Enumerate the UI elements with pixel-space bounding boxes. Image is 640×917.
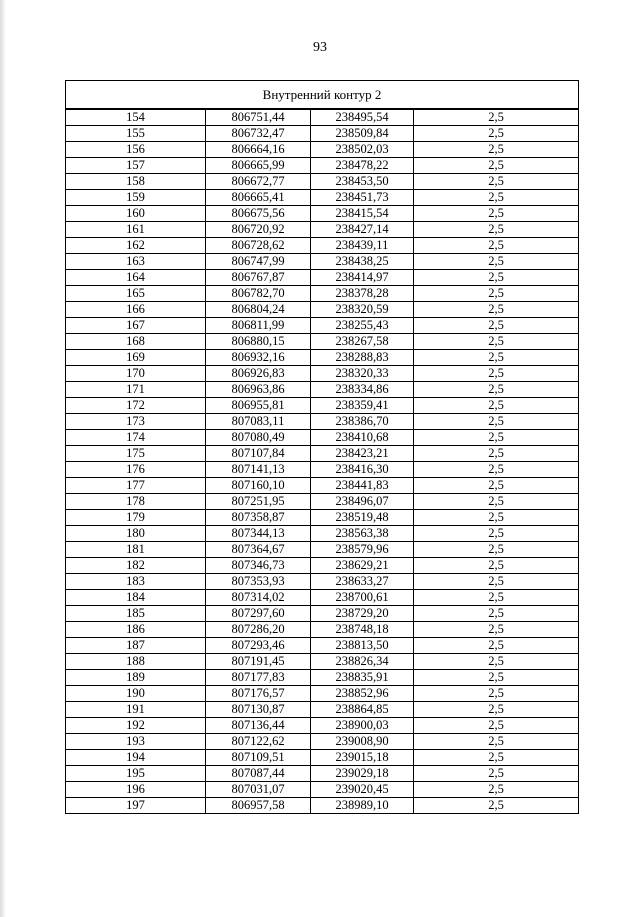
x-coordinate-cell: 807160,10 <box>206 478 311 494</box>
table-row <box>66 174 579 190</box>
table-row <box>66 558 579 574</box>
x-coordinate-cell: 807286,20 <box>206 622 311 638</box>
accuracy-cell: 2,5 <box>414 558 579 574</box>
point-number-cell: 159 <box>66 190 206 206</box>
point-number-cell: 176 <box>66 462 206 478</box>
y-coordinate-cell: 238478,22 <box>311 158 414 174</box>
table-row <box>66 654 579 670</box>
table-row <box>66 158 579 174</box>
accuracy-cell: 2,5 <box>414 334 579 350</box>
table-row <box>66 686 579 702</box>
point-number-cell: 188 <box>66 654 206 670</box>
table-body <box>66 109 579 814</box>
coordinates-table-container <box>65 80 578 814</box>
y-coordinate-cell: 238748,18 <box>311 622 414 638</box>
point-number-cell: 179 <box>66 510 206 526</box>
accuracy-cell: 2,5 <box>414 734 579 750</box>
table-row <box>66 126 579 142</box>
point-number-cell: 167 <box>66 318 206 334</box>
accuracy-cell: 2,5 <box>414 382 579 398</box>
table-row <box>66 270 579 286</box>
accuracy-cell: 2,5 <box>414 318 579 334</box>
point-number-cell: 184 <box>66 590 206 606</box>
x-coordinate-cell: 807251,95 <box>206 494 311 510</box>
y-coordinate-cell: 238386,70 <box>311 414 414 430</box>
x-coordinate-cell: 806665,99 <box>206 158 311 174</box>
point-number-cell: 186 <box>66 622 206 638</box>
scan-edge <box>0 0 6 917</box>
y-coordinate-cell: 238423,21 <box>311 446 414 462</box>
accuracy-cell: 2,5 <box>414 350 579 366</box>
x-coordinate-cell: 806732,47 <box>206 126 311 142</box>
accuracy-cell: 2,5 <box>414 654 579 670</box>
x-coordinate-cell: 807358,87 <box>206 510 311 526</box>
table-row <box>66 222 579 238</box>
y-coordinate-cell: 239029,18 <box>311 766 414 782</box>
table-row <box>66 670 579 686</box>
accuracy-cell: 2,5 <box>414 398 579 414</box>
x-coordinate-cell: 807107,84 <box>206 446 311 462</box>
y-coordinate-cell: 238359,41 <box>311 398 414 414</box>
y-coordinate-cell: 238320,59 <box>311 302 414 318</box>
point-number-cell: 158 <box>66 174 206 190</box>
point-number-cell: 181 <box>66 542 206 558</box>
table-row <box>66 238 579 254</box>
accuracy-cell: 2,5 <box>414 574 579 590</box>
point-number-cell: 161 <box>66 222 206 238</box>
accuracy-cell: 2,5 <box>414 286 579 302</box>
accuracy-cell: 2,5 <box>414 670 579 686</box>
point-number-cell: 175 <box>66 446 206 462</box>
table-row <box>66 590 579 606</box>
point-number-cell: 190 <box>66 686 206 702</box>
y-coordinate-cell: 238519,48 <box>311 510 414 526</box>
table-row <box>66 302 579 318</box>
accuracy-cell: 2,5 <box>414 206 579 222</box>
x-coordinate-cell: 807346,73 <box>206 558 311 574</box>
point-number-cell: 156 <box>66 142 206 158</box>
point-number-cell: 169 <box>66 350 206 366</box>
x-coordinate-cell: 807297,60 <box>206 606 311 622</box>
y-coordinate-cell: 239008,90 <box>311 734 414 750</box>
table-row <box>66 766 579 782</box>
point-number-cell: 187 <box>66 638 206 654</box>
x-coordinate-cell: 807191,45 <box>206 654 311 670</box>
point-number-cell: 183 <box>66 574 206 590</box>
accuracy-cell: 2,5 <box>414 254 579 270</box>
table-row <box>66 318 579 334</box>
x-coordinate-cell: 807136,44 <box>206 718 311 734</box>
x-coordinate-cell: 807087,44 <box>206 766 311 782</box>
y-coordinate-cell: 238414,97 <box>311 270 414 286</box>
x-coordinate-cell: 806963,86 <box>206 382 311 398</box>
accuracy-cell: 2,5 <box>414 238 579 254</box>
x-coordinate-cell: 807344,13 <box>206 526 311 542</box>
table-row <box>66 142 579 158</box>
point-number-cell: 174 <box>66 430 206 446</box>
point-number-cell: 192 <box>66 718 206 734</box>
y-coordinate-cell: 239015,18 <box>311 750 414 766</box>
y-coordinate-cell: 238900,03 <box>311 718 414 734</box>
table-row <box>66 398 579 414</box>
accuracy-cell: 2,5 <box>414 798 579 814</box>
x-coordinate-cell: 806672,77 <box>206 174 311 190</box>
y-coordinate-cell: 238495,54 <box>311 109 414 126</box>
table-title: Внутренний контур 2 <box>66 81 579 110</box>
x-coordinate-cell: 806811,99 <box>206 318 311 334</box>
y-coordinate-cell: 238427,14 <box>311 222 414 238</box>
point-number-cell: 195 <box>66 766 206 782</box>
y-coordinate-cell: 238989,10 <box>311 798 414 814</box>
table-row <box>66 606 579 622</box>
accuracy-cell: 2,5 <box>414 702 579 718</box>
x-coordinate-cell: 807364,67 <box>206 542 311 558</box>
table-row <box>66 494 579 510</box>
x-coordinate-cell: 806751,44 <box>206 109 311 126</box>
point-number-cell: 185 <box>66 606 206 622</box>
y-coordinate-cell: 238267,58 <box>311 334 414 350</box>
coordinates-table <box>65 80 579 814</box>
y-coordinate-cell: 238288,83 <box>311 350 414 366</box>
y-coordinate-cell: 238633,27 <box>311 574 414 590</box>
table-row <box>66 254 579 270</box>
accuracy-cell: 2,5 <box>414 270 579 286</box>
y-coordinate-cell: 238410,68 <box>311 430 414 446</box>
x-coordinate-cell: 806957,58 <box>206 798 311 814</box>
accuracy-cell: 2,5 <box>414 622 579 638</box>
table-row <box>66 638 579 654</box>
x-coordinate-cell: 806932,16 <box>206 350 311 366</box>
accuracy-cell: 2,5 <box>414 190 579 206</box>
y-coordinate-cell: 238255,43 <box>311 318 414 334</box>
y-coordinate-cell: 238579,96 <box>311 542 414 558</box>
x-coordinate-cell: 807083,11 <box>206 414 311 430</box>
x-coordinate-cell: 806804,24 <box>206 302 311 318</box>
table-row <box>66 782 579 798</box>
y-coordinate-cell: 239020,45 <box>311 782 414 798</box>
y-coordinate-cell: 238509,84 <box>311 126 414 142</box>
x-coordinate-cell: 806955,81 <box>206 398 311 414</box>
x-coordinate-cell: 807109,51 <box>206 750 311 766</box>
table-row <box>66 430 579 446</box>
x-coordinate-cell: 806926,83 <box>206 366 311 382</box>
point-number-cell: 155 <box>66 126 206 142</box>
table-row <box>66 478 579 494</box>
accuracy-cell: 2,5 <box>414 366 579 382</box>
y-coordinate-cell: 238835,91 <box>311 670 414 686</box>
table-row <box>66 702 579 718</box>
table-row <box>66 750 579 766</box>
accuracy-cell: 2,5 <box>414 718 579 734</box>
point-number-cell: 165 <box>66 286 206 302</box>
y-coordinate-cell: 238378,28 <box>311 286 414 302</box>
x-coordinate-cell: 807176,57 <box>206 686 311 702</box>
point-number-cell: 194 <box>66 750 206 766</box>
accuracy-cell: 2,5 <box>414 542 579 558</box>
point-number-cell: 172 <box>66 398 206 414</box>
y-coordinate-cell: 238416,30 <box>311 462 414 478</box>
table-row <box>66 206 579 222</box>
table-row <box>66 109 579 126</box>
table-row <box>66 542 579 558</box>
accuracy-cell: 2,5 <box>414 414 579 430</box>
table-row <box>66 622 579 638</box>
point-number-cell: 182 <box>66 558 206 574</box>
point-number-cell: 154 <box>66 109 206 126</box>
table-row <box>66 334 579 350</box>
y-coordinate-cell: 238439,11 <box>311 238 414 254</box>
y-coordinate-cell: 238496,07 <box>311 494 414 510</box>
accuracy-cell: 2,5 <box>414 158 579 174</box>
point-number-cell: 173 <box>66 414 206 430</box>
y-coordinate-cell: 238700,61 <box>311 590 414 606</box>
accuracy-cell: 2,5 <box>414 222 579 238</box>
accuracy-cell: 2,5 <box>414 606 579 622</box>
table-row <box>66 446 579 462</box>
y-coordinate-cell: 238441,83 <box>311 478 414 494</box>
y-coordinate-cell: 238813,50 <box>311 638 414 654</box>
x-coordinate-cell: 807353,93 <box>206 574 311 590</box>
accuracy-cell: 2,5 <box>414 590 579 606</box>
table-row <box>66 798 579 814</box>
accuracy-cell: 2,5 <box>414 494 579 510</box>
y-coordinate-cell: 238864,85 <box>311 702 414 718</box>
y-coordinate-cell: 238334,86 <box>311 382 414 398</box>
accuracy-cell: 2,5 <box>414 686 579 702</box>
table-row <box>66 510 579 526</box>
table-row <box>66 414 579 430</box>
accuracy-cell: 2,5 <box>414 782 579 798</box>
x-coordinate-cell: 807130,87 <box>206 702 311 718</box>
point-number-cell: 164 <box>66 270 206 286</box>
point-number-cell: 160 <box>66 206 206 222</box>
accuracy-cell: 2,5 <box>414 526 579 542</box>
point-number-cell: 177 <box>66 478 206 494</box>
table-row <box>66 718 579 734</box>
accuracy-cell: 2,5 <box>414 126 579 142</box>
point-number-cell: 193 <box>66 734 206 750</box>
point-number-cell: 170 <box>66 366 206 382</box>
point-number-cell: 196 <box>66 782 206 798</box>
accuracy-cell: 2,5 <box>414 174 579 190</box>
table-row <box>66 382 579 398</box>
y-coordinate-cell: 238563,38 <box>311 526 414 542</box>
point-number-cell: 163 <box>66 254 206 270</box>
point-number-cell: 162 <box>66 238 206 254</box>
y-coordinate-cell: 238415,54 <box>311 206 414 222</box>
x-coordinate-cell: 807031,07 <box>206 782 311 798</box>
x-coordinate-cell: 807314,02 <box>206 590 311 606</box>
y-coordinate-cell: 238451,73 <box>311 190 414 206</box>
accuracy-cell: 2,5 <box>414 510 579 526</box>
x-coordinate-cell: 807293,46 <box>206 638 311 654</box>
x-coordinate-cell: 807080,49 <box>206 430 311 446</box>
table-row <box>66 734 579 750</box>
table-row <box>66 350 579 366</box>
x-coordinate-cell: 807177,83 <box>206 670 311 686</box>
table-row <box>66 366 579 382</box>
point-number-cell: 171 <box>66 382 206 398</box>
accuracy-cell: 2,5 <box>414 766 579 782</box>
table-row <box>66 574 579 590</box>
table-row <box>66 526 579 542</box>
x-coordinate-cell: 806675,56 <box>206 206 311 222</box>
x-coordinate-cell: 807122,62 <box>206 734 311 750</box>
point-number-cell: 157 <box>66 158 206 174</box>
accuracy-cell: 2,5 <box>414 638 579 654</box>
point-number-cell: 168 <box>66 334 206 350</box>
x-coordinate-cell: 806747,99 <box>206 254 311 270</box>
x-coordinate-cell: 807141,13 <box>206 462 311 478</box>
y-coordinate-cell: 238438,25 <box>311 254 414 270</box>
x-coordinate-cell: 806880,15 <box>206 334 311 350</box>
accuracy-cell: 2,5 <box>414 446 579 462</box>
x-coordinate-cell: 806767,87 <box>206 270 311 286</box>
x-coordinate-cell: 806782,70 <box>206 286 311 302</box>
table-header-row <box>66 81 579 110</box>
y-coordinate-cell: 238320,33 <box>311 366 414 382</box>
accuracy-cell: 2,5 <box>414 302 579 318</box>
table-row <box>66 286 579 302</box>
point-number-cell: 189 <box>66 670 206 686</box>
table-row <box>66 462 579 478</box>
accuracy-cell: 2,5 <box>414 109 579 126</box>
accuracy-cell: 2,5 <box>414 142 579 158</box>
accuracy-cell: 2,5 <box>414 430 579 446</box>
point-number-cell: 197 <box>66 798 206 814</box>
accuracy-cell: 2,5 <box>414 478 579 494</box>
x-coordinate-cell: 806664,16 <box>206 142 311 158</box>
x-coordinate-cell: 806720,92 <box>206 222 311 238</box>
accuracy-cell: 2,5 <box>414 750 579 766</box>
x-coordinate-cell: 806665,41 <box>206 190 311 206</box>
y-coordinate-cell: 238629,21 <box>311 558 414 574</box>
point-number-cell: 178 <box>66 494 206 510</box>
point-number-cell: 191 <box>66 702 206 718</box>
accuracy-cell: 2,5 <box>414 462 579 478</box>
y-coordinate-cell: 238826,34 <box>311 654 414 670</box>
page-number: 93 <box>313 40 327 55</box>
x-coordinate-cell: 806728,62 <box>206 238 311 254</box>
y-coordinate-cell: 238729,20 <box>311 606 414 622</box>
point-number-cell: 166 <box>66 302 206 318</box>
y-coordinate-cell: 238852,96 <box>311 686 414 702</box>
point-number-cell: 180 <box>66 526 206 542</box>
y-coordinate-cell: 238453,50 <box>311 174 414 190</box>
y-coordinate-cell: 238502,03 <box>311 142 414 158</box>
table-row <box>66 190 579 206</box>
